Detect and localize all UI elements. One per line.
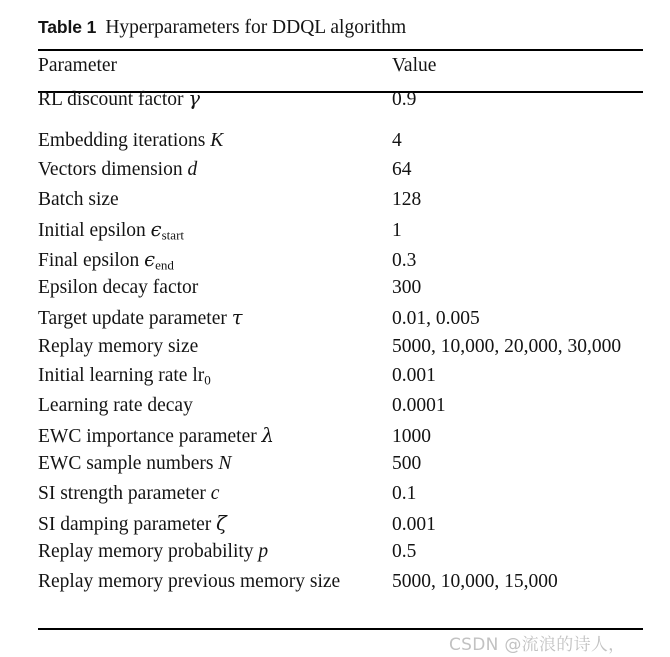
cell-parameter: Replay memory probability p bbox=[38, 541, 269, 563]
table-row bbox=[38, 218, 650, 247]
cell-parameter: Learning rate decay bbox=[38, 394, 193, 416]
cell-value: 0.3 bbox=[392, 249, 417, 271]
cell-parameter: Target update parameter τ bbox=[38, 306, 243, 330]
cell-parameter: Initial epsilon $\epsilon_{start}$ bbox=[38, 218, 185, 243]
cell-value: 300 bbox=[392, 276, 422, 298]
cell-parameter: EWC importance parameter λ bbox=[38, 423, 274, 447]
math-subscript: 0 bbox=[204, 372, 211, 388]
table-row bbox=[38, 130, 650, 159]
table-row bbox=[38, 336, 650, 365]
math-symbol: ζ bbox=[216, 512, 227, 536]
cell-value: 4 bbox=[392, 130, 402, 151]
table-row bbox=[38, 189, 650, 218]
cell-value: 1 bbox=[392, 220, 402, 242]
table-row bbox=[38, 395, 650, 424]
table-caption-text: Hyperparameters for DDQL algorithm bbox=[105, 17, 407, 38]
cell-parameter: EWC sample numbers N bbox=[38, 453, 232, 475]
math-subscript: end bbox=[155, 257, 174, 273]
math-symbol: $lr_0$ bbox=[192, 365, 211, 388]
math-symbol: N bbox=[218, 453, 232, 475]
table-number-label: Table 1 bbox=[38, 17, 97, 37]
cell-value: 128 bbox=[392, 188, 422, 210]
table-bottom-rule bbox=[38, 628, 643, 630]
table-row bbox=[38, 512, 650, 541]
cell-parameter: Embedding iterations K bbox=[38, 130, 224, 151]
math-symbol: K bbox=[210, 130, 224, 151]
cell-parameter: Initial learning rate $lr_0$ bbox=[38, 365, 211, 388]
table-row bbox=[38, 541, 650, 570]
math-symbol: c bbox=[210, 482, 220, 504]
cell-value: 0.0001 bbox=[392, 394, 446, 416]
math-symbol: $\epsilon_{end}$ bbox=[144, 247, 174, 273]
cell-value: 0.01, 0.005 bbox=[392, 308, 480, 330]
hyperparameters-table bbox=[38, 55, 650, 600]
table-row bbox=[38, 277, 650, 306]
math-symbol: d bbox=[187, 159, 198, 181]
table-row bbox=[38, 159, 650, 188]
cell-parameter: Replay memory previous memory size bbox=[38, 570, 341, 592]
table-row bbox=[38, 248, 650, 277]
math-symbol: $\epsilon_{start}$ bbox=[150, 218, 185, 243]
cell-parameter: RL discount factor γ bbox=[38, 87, 201, 110]
cell-value: 0.9 bbox=[392, 89, 417, 110]
table-row bbox=[38, 483, 650, 512]
math-symbol: γ bbox=[188, 87, 201, 110]
cell-value: 0.1 bbox=[392, 482, 417, 504]
table-row bbox=[38, 424, 650, 453]
table-body bbox=[38, 87, 650, 600]
cell-parameter: Vectors dimension d bbox=[38, 159, 198, 181]
column-header-value: Value bbox=[392, 55, 437, 76]
table-top-rule bbox=[38, 49, 643, 51]
cell-value: 0.001 bbox=[392, 514, 436, 536]
math-symbol: λ bbox=[261, 423, 274, 447]
table-row bbox=[38, 365, 650, 394]
cell-value: 500 bbox=[392, 453, 422, 475]
table-row bbox=[38, 453, 650, 482]
table-caption bbox=[38, 14, 643, 41]
column-header-parameter: Parameter bbox=[38, 55, 118, 76]
cell-value: 5000, 10,000, 15,000 bbox=[392, 570, 558, 592]
cell-parameter: SI strength parameter c bbox=[38, 482, 220, 504]
cell-parameter: SI damping parameter ζ bbox=[38, 512, 227, 536]
cell-value: 1000 bbox=[392, 425, 431, 447]
cell-value: 64 bbox=[392, 159, 412, 181]
table-head bbox=[38, 55, 650, 87]
cell-value: 0.001 bbox=[392, 365, 436, 387]
math-subscript: start bbox=[161, 227, 185, 243]
table-row bbox=[38, 87, 650, 130]
cell-value: 0.5 bbox=[392, 541, 417, 563]
cell-parameter: Final epsilon $\epsilon_{end}$ bbox=[38, 247, 174, 273]
table-header-row bbox=[38, 55, 650, 87]
table-row bbox=[38, 571, 650, 600]
table-row bbox=[38, 306, 650, 335]
math-symbol: τ bbox=[231, 306, 243, 330]
cell-parameter: Epsilon decay factor bbox=[38, 276, 199, 298]
cell-parameter: Replay memory size bbox=[38, 335, 199, 357]
cell-parameter: Batch size bbox=[38, 188, 119, 210]
csdn-watermark: CSDN @流浪的诗人， bbox=[449, 635, 626, 655]
cell-value: 5000, 10,000, 20,000, 30,000 bbox=[392, 335, 622, 357]
math-symbol: p bbox=[258, 541, 269, 563]
